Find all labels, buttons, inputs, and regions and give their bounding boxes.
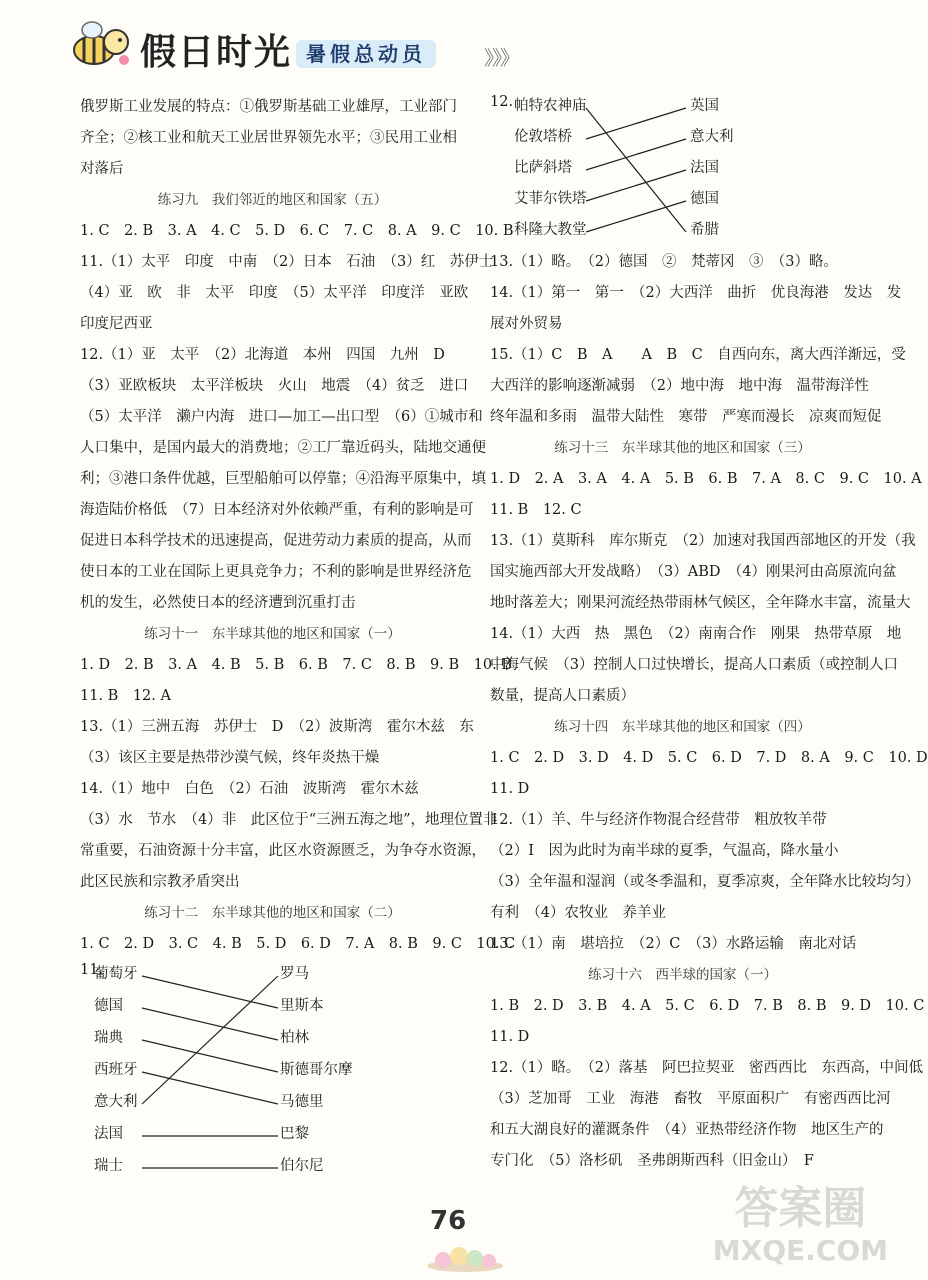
answer-line: 13.（1）三洲五海 苏伊士 D （2）波斯湾 霍尔木兹 东 [80,719,474,735]
answer-line: 1. C 2. D 3. C 4. B 5. D 6. D 7. A 8. B 9. C 10. C [80,936,516,952]
match-left-item: 德国 [94,998,123,1014]
match-left-item: 帕特农神庙 [514,98,587,114]
match-left-item: 瑞士 [94,1158,123,1174]
match-link-line [586,139,686,170]
section-heading: 练习十一 东半球其他的地区和国家（一） [144,626,401,642]
match-left-item: 伦敦塔桥 [514,129,572,145]
page-header [0,0,900,90]
match-left-item: 比萨斜塔 [514,160,572,176]
match-right-item: 德国 [690,191,719,207]
answer-line: 使日本的工业在国际上更具竞争力；不利的影响是世界经济危 [80,564,472,580]
answer-line: 13.（1）南 堪培拉 （2）C （3）水路运输 南北对话 [490,936,857,952]
answer-line: 终年温和多雨 温带大陆性 寒带 严寒而漫长 凉爽而短促 [490,409,882,425]
answer-line: 12.（1）羊、牛与经济作物混合经营带 粗放牧羊带 [490,812,827,828]
match-link-line [586,108,686,139]
answer-line: 1. D 2. A 3. A 4. A 5. B 6. B 7. A 8. C 9. C 10. A [490,471,922,487]
match-right-item: 伯尔尼 [280,1158,324,1174]
answer-line: 1. D 2. B 3. A 4. B 5. B 6. B 7. C 8. B 9. B 10. B [80,657,512,673]
match-left-item: 意大利 [94,1094,138,1110]
section-heading: 练习十二 东半球其他的地区和国家（二） [144,905,401,921]
answer-line: （5）太平洋 濑户内海 进口—加工—出口型 （6）①城市和 [80,409,483,425]
question-number: 11. [80,962,104,978]
match-right-item: 法国 [690,160,719,176]
match-link-line [586,170,686,201]
answer-line: 人口集中，是国内最大的消费地；②工厂靠近码头，陆地交通便 [80,440,486,456]
answer-line: 齐全；②核工业和航天工业居世界领先水平；③民用工业相 [80,130,457,146]
page-number: 76 [430,1206,467,1236]
match-left-item: 法国 [94,1126,123,1142]
answer-line: 14.（1）地中 白色 （2）石油 波斯湾 霍尔木兹 [80,781,419,797]
answer-line: 12.（1）略。 （2）落基 阿巴拉契亚 密西西比 东西高，中间低 [490,1060,924,1076]
matching-exercise-capitals [80,960,465,1180]
answer-line: 地时落差大；刚果河流经热带雨林气候区，全年降水丰富，流量大 [490,595,911,611]
match-left-item: 葡萄牙 [94,966,138,982]
answer-line: （4）亚 欧 非 太平 印度 （5）太平洋 印度洋 亚欧 [80,285,469,301]
match-link-line [586,108,686,232]
answer-line: 14.（1）大西 热 黑色 （2）南南合作 刚果 热带草原 地 [490,626,902,642]
answer-line: （3）水 节水 （4）非 此区位于“三洲五海之地”，地理位置非 [80,812,498,828]
answer-line: 常重要，石油资源十分丰富，此区水资源匮乏，为争夺水资源， [80,843,486,859]
matching-exercise-landmarks [490,92,875,247]
match-link-line [142,1008,278,1040]
match-link-line [142,1040,278,1072]
match-left-item: 科隆大教堂 [514,222,587,238]
answer-line: （3）该区主要是热带沙漠气候，终年炎热干燥 [80,750,380,766]
answer-line: 中海气候 （3）控制人口过快增长，提高人口素质（或控制人口 [490,657,898,673]
match-right-item: 希腊 [690,222,719,238]
answer-line: 对落后 [80,161,124,177]
answer-line: 俄罗斯工业发展的特点：①俄罗斯基础工业雄厚，工业部门 [80,99,457,115]
match-right-item: 柏林 [280,1030,309,1046]
match-right-item: 意大利 [690,129,734,145]
answer-line: 15.（1）C B A A B C 自西向东，离大西洋渐远，受 [490,347,906,363]
match-link-line [142,976,278,1008]
answer-line: 1. B 2. D 3. B 4. A 5. C 6. D 7. B 8. B 9. D 10. C [490,998,925,1014]
section-heading: 练习十六 西半球的国家（一） [588,967,777,983]
answer-line: （3）亚欧板块 太平洋板块 火山 地震 （4）贫乏 进口 [80,378,469,394]
header-title: 假日时光 [140,32,293,73]
answer-line: 14.（1）第一 第一 （2）大西洋 曲折 优良海港 发达 发 [490,285,902,301]
header-arrows: 》》》 [484,46,518,70]
match-right-item: 斯德哥尔摩 [280,1062,353,1078]
answer-line: 11. B 12. A [80,688,171,704]
answer-line: （3）全年温和湿润（或冬季温和，夏季凉爽，全年降水比较均匀） [490,874,920,890]
match-right-item: 英国 [690,98,719,114]
match-right-item: 马德里 [280,1094,324,1110]
match-link-line [586,201,686,232]
answer-line: 11. B 12. C [490,502,582,518]
answer-line: 13.（1）莫斯科 库尔斯克 （2）加速对我国西部地区的开发（我 [490,533,916,549]
answer-line: （3）芝加哥 工业 海港 畜牧 平原面积广 有密西西比河 [490,1091,891,1107]
answer-line: 大西洋的影响逐渐减弱 （2）地中海 地中海 温带海洋性 [490,378,869,394]
match-left-item: 瑞典 [94,1030,123,1046]
answer-line: 11.（1）太平 印度 中南 （2）日本 石油 （3）红 苏伊士 [80,254,494,270]
answer-line: （2）Ⅰ 因为此时为南半球的夏季，气温高，降水量小 [490,843,839,859]
section-heading: 练习九 我们邻近的地区和国家（五） [157,192,388,208]
watermark: 答案圈 MXQE.COM [712,1183,888,1267]
answer-line: 有利 （4）农牧业 养羊业 [490,905,666,921]
answer-line: 12.（1）亚 太平 （2）北海道 本州 四国 九州 D [80,347,445,363]
answer-line: 1. C 2. D 3. D 4. D 5. C 6. D 7. D 8. A 9. C 10. D [490,750,928,766]
question-number: 12. [490,94,514,110]
flower-decoration-icon [425,1240,505,1272]
answer-line: 促进日本科学技术的迅速提高，促进劳动力素质的提高，从而 [80,533,472,549]
answer-line: 数量，提高人口素质） [490,688,635,704]
right-column [490,92,928,1177]
match-right-item: 罗马 [280,966,309,982]
match-left-item: 西班牙 [94,1062,138,1078]
answer-line: 11. D [490,1029,530,1045]
match-right-item: 巴黎 [280,1126,309,1142]
answer-line: 机的发生，必然使日本的经济遭到沉重打击 [80,595,356,611]
section-heading: 练习十四 东半球其他的地区和国家（四） [554,719,811,735]
answer-line: 专门化 （5）洛杉矶 圣弗朗斯西科（旧金山） F [490,1153,814,1169]
bee-icon [72,20,134,70]
answer-line: 利；③港口条件优越，巨型船舶可以停靠；④沿海平原集中，填 [80,471,486,487]
answer-line: 海造陆价格低 （7）日本经济对外依赖严重，有利的影响是可 [80,502,474,518]
match-link-line [142,1072,278,1104]
section-heading: 练习十三 东半球其他的地区和国家（三） [554,440,811,456]
header-banner: 暑假总动员 [296,40,436,68]
answer-line: 展对外贸易 [490,316,563,332]
match-link-line [142,976,278,1104]
answer-line: 国实施西部大开发战略） （3）ABD （4）刚果河由高原流向盆 [490,564,897,580]
match-left-item: 艾菲尔铁塔 [514,191,587,207]
answer-line: 1. C 2. B 3. A 4. C 5. D 6. C 7. C 8. A 9. C 10. B [80,223,514,239]
answer-line: 印度尼西亚 [80,316,153,332]
answer-line: 11. D [490,781,530,797]
answer-line: 此区民族和宗教矛盾突出 [80,874,240,890]
match-right-item: 里斯本 [280,998,324,1014]
answer-line: 13.（1）略。 （2）德国 ② 梵蒂冈 ③ （3）略。 [490,254,838,270]
answer-line: 和五大湖良好的灌溉条件 （4）亚热带经济作物 地区生产的 [490,1122,884,1138]
